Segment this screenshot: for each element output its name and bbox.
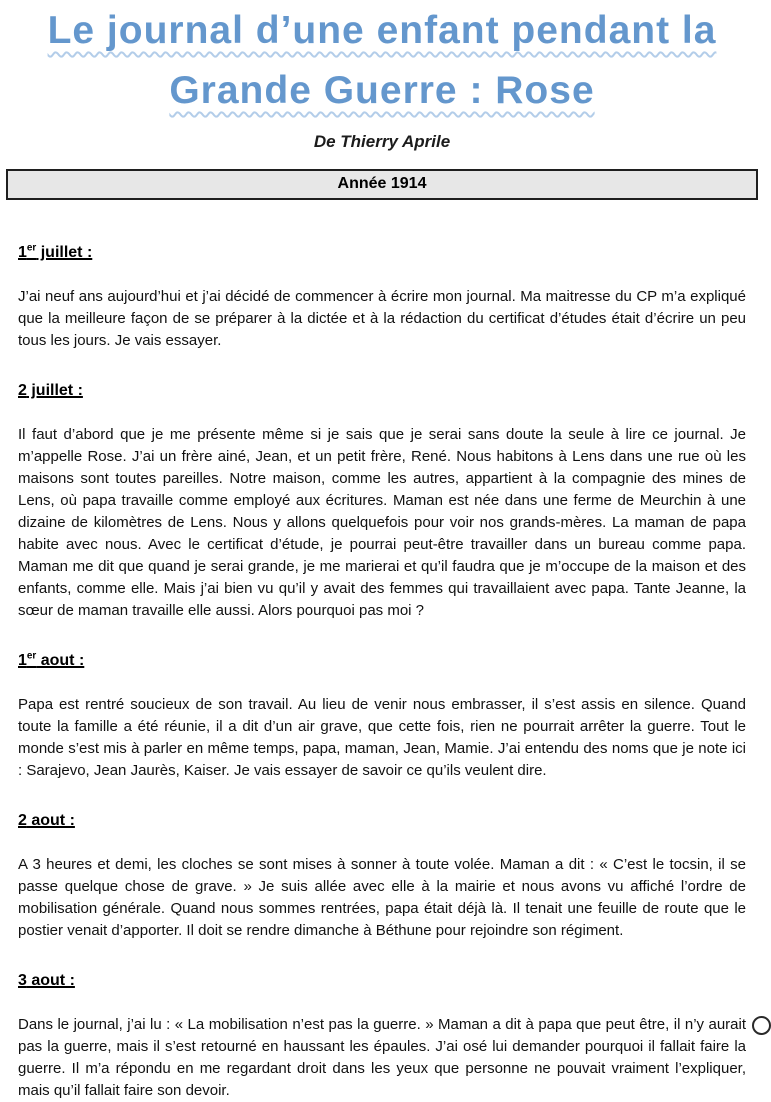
entry-body-text: Papa est rentré soucieux de son travail. Au lieu de venir nous embrasser, il s’est assis en silence. Quand toute la famille a été réunie, il a dit d’un air grave, que cette fois, rien ne pourrait arrêter la guerre. Tout le monde s’est mis à parler en même temps, papa, maman, Jean, Mamie. J’ai entendu des noms que je note ici : Sarajevo, Jean Jaurès, Kaiser. Je vais essayer de savoir ce qu’ils veulent dire. <box>18 695 746 779</box>
entry-date-rest: juillet : <box>36 243 93 261</box>
diary-entries <box>18 244 746 1102</box>
entry-date-heading <box>18 812 746 830</box>
entry-date-day: 2 <box>18 811 27 829</box>
document-title-line2: Grande Guerre : Rose <box>169 68 595 112</box>
entry-date-heading <box>18 972 746 990</box>
entry-date-heading <box>18 652 746 670</box>
entry-date-heading <box>18 382 746 400</box>
entry-date-day: 3 <box>18 971 27 989</box>
document-title-line1: Le journal d’une enfant pendant la <box>47 9 717 52</box>
entry-date-rest: aout : <box>36 651 85 669</box>
entry-date-rest: juillet : <box>26 381 83 399</box>
document-page <box>0 6 764 1099</box>
entry-date-day: 1 <box>18 243 27 261</box>
diary-entry-2-aout <box>18 812 746 942</box>
entry-date-rest: aout : <box>26 971 75 989</box>
diary-entry-3-aout <box>18 972 746 1102</box>
diary-entry-2-juillet <box>18 382 746 622</box>
diary-entry-1-juillet <box>18 244 746 352</box>
entry-body-text: Dans le journal, j’ai lu : « La mobilisation n’est pas la guerre. » Maman a dit à papa que peut être, il n’y aurait pas la guerre, mais il s’est retourné en haussant les épaules. J’ai osé lui demander pourquoi il fallait faire la guerre. Il m’a répondu en me regardant droit dans les yeux que personne ne pouvait vraiment l’expliquer, mais qu’il fallait faire son devoir. <box>18 1015 746 1099</box>
entry-date-day: 2 <box>18 381 27 399</box>
document-title <box>28 6 736 116</box>
entry-date-rest: aout : <box>26 811 75 829</box>
entry-date-ordinal: er <box>26 242 37 254</box>
entry-body-text: J’ai neuf ans aujourd’hui et j’ai décidé de commencer à écrire mon journal. Ma maitresse du CP m’a expliqué que la meilleure façon de se préparer à la dictée et à la rédaction du certificat d’études était d’écrire un peu tous les jours. Je vais essayer. <box>18 287 746 349</box>
document-author: De Thierry Aprile <box>313 131 451 151</box>
entry-date-ordinal: er <box>26 650 37 662</box>
entry-body-text: Il faut d’abord que je me présente même si je sais que je serai sans doute la seule à lire ce journal. Je m’appelle Rose. J’ai un frère ainé, Jean, et un petit frère, René. Nous habitons à Lens dans une rue où les maisons sont toutes pareilles. Notre maison, comme les autres, appartient à la compagnie des mines de Lens, où papa travaille comme employé aux écritures. Maman est née dans une ferme de Meurchin à une dizaine de kilomètres de Lens. Nous y allons quelquefois pour voir nos grands-mères. La maman de papa habite avec nous. Avec le certificat d’étude, je pourrai peut-être travailler dans un bureau comme papa. Maman me dit que quand je serai grande, je me marierai et qu’il faudra que je m’occupe de la maison et des enfants, comme elle. Mais j’ai bien vu qu’il y avait des femmes qui travaillaient avec papa. Tante Jeanne, la sœur de maman travaille elle aussi. Alors pourquoi pas moi ? <box>18 425 746 619</box>
entry-date-day: 1 <box>18 651 27 669</box>
entry-date-heading <box>18 244 746 262</box>
diary-entry-1-aout <box>18 652 746 782</box>
page-corner-partial-circle-icon <box>752 1016 771 1035</box>
year-section-header: Année 1914 <box>6 169 758 200</box>
entry-body-text: A 3 heures et demi, les cloches se sont mises à sonner à toute volée. Maman a dit : « C’est le tocsin, il se passe quelque chose de grave. » Je suis allée avec elle à la mairie et nous avons vu affiché l’ordre de mobilisation générale. Quand nous sommes rentrées, papa était déjà là. Il tenait une feuille de route que le postier venait d’apporter. Il doit se rendre dimanche à Béthune pour rejoindre son régiment. <box>18 855 746 939</box>
